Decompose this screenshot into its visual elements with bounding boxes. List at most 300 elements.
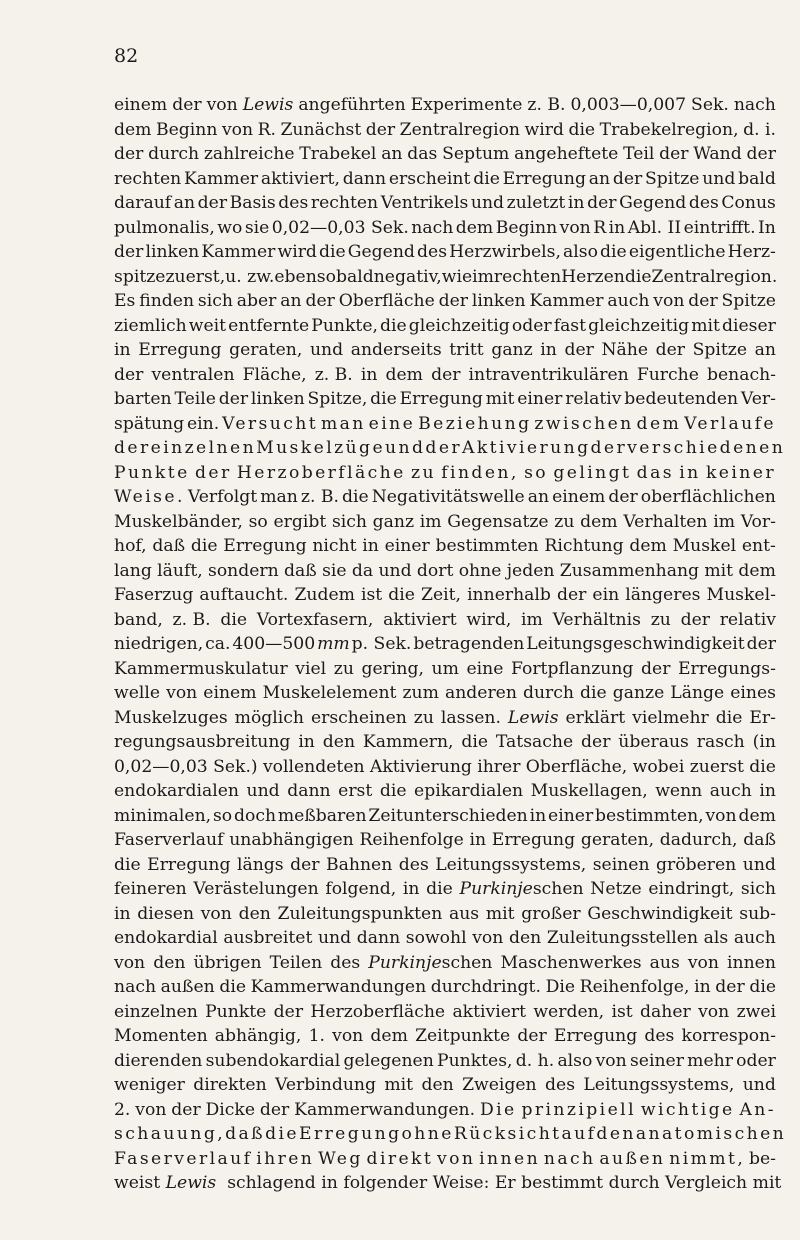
word: den [421, 1075, 454, 1095]
word: einer [384, 536, 430, 556]
word: Oberfläche [338, 291, 435, 311]
word: nach [733, 95, 776, 115]
word: angeführten [298, 95, 406, 115]
word: Weise: [432, 1173, 490, 1193]
word: relativ [719, 609, 776, 630]
word: finden, [441, 462, 519, 483]
word: werden, [533, 1001, 605, 1022]
word: intraventrikulären [468, 364, 629, 385]
word: Muskellagen, [530, 781, 648, 801]
word: Faserverlauf [114, 1148, 253, 1169]
word: der [197, 193, 228, 213]
word: an [754, 340, 776, 360]
word: Beginn [495, 217, 558, 238]
word: Weise. [114, 487, 185, 507]
word: die [220, 609, 248, 630]
word: die [749, 977, 776, 997]
word: an [588, 168, 611, 189]
word: gelegenen [343, 1050, 434, 1071]
word: Er- [749, 707, 776, 728]
word: Verhältnis [552, 609, 641, 630]
word: die [114, 854, 141, 875]
word: Gegend [347, 242, 415, 262]
text-line [114, 706, 776, 731]
word: mm [317, 634, 350, 654]
word: Spitze, [307, 389, 368, 409]
word: von [114, 952, 146, 973]
word: ganze [612, 683, 665, 703]
text-line [114, 1147, 776, 1172]
word: schauung, [114, 1124, 226, 1144]
word: oder [511, 315, 552, 336]
word: also [563, 242, 598, 262]
word: wobei [632, 756, 685, 777]
word: die [749, 756, 776, 777]
word: geraten, [229, 340, 303, 360]
word: im [472, 266, 494, 287]
word: An- [739, 1099, 776, 1120]
word: doch [233, 805, 277, 826]
word: ist [611, 1001, 633, 1022]
word: in [114, 340, 131, 360]
word: mit [384, 1075, 414, 1095]
word: der [564, 340, 594, 360]
text-line [114, 755, 776, 780]
word: betragenden [413, 634, 525, 654]
word: der [194, 462, 232, 483]
word: linken [250, 389, 305, 409]
word: welle [114, 683, 161, 703]
text-line [114, 485, 776, 510]
word: einer [517, 389, 563, 409]
word: des [644, 1026, 675, 1046]
word: Erregung [298, 1124, 402, 1144]
word: Muskelelement [262, 683, 397, 703]
word: endokardial [114, 928, 218, 948]
word: dort [416, 560, 454, 581]
word: ein. [187, 413, 220, 434]
word: außen [599, 1148, 666, 1169]
word: und [378, 560, 412, 581]
word: von [206, 95, 238, 115]
word: ohne [458, 560, 502, 581]
word: subendokardial [205, 1050, 341, 1071]
word: möglich [234, 707, 304, 728]
word: gelingt [553, 462, 632, 483]
word: Vortexfasern, [256, 609, 374, 630]
word: der [259, 1099, 290, 1120]
word: keiner [705, 462, 776, 483]
word: regungsausbreitung [114, 732, 291, 752]
word: wird, [466, 609, 512, 630]
text-line [114, 657, 776, 682]
word: z. B. [527, 95, 566, 115]
word: Erregungs- [678, 658, 776, 679]
word: die [370, 389, 397, 409]
word: Beginn [155, 119, 218, 140]
word: von [200, 903, 232, 924]
word: und [702, 168, 736, 189]
word: so [212, 805, 233, 826]
word: Trabekelregion, [599, 119, 739, 140]
word: z. B. [300, 487, 339, 507]
word: Teile [174, 389, 216, 409]
word: übrigen [193, 952, 262, 973]
word: rasch [696, 732, 745, 752]
word: Furche [636, 364, 699, 385]
word: einem [203, 683, 257, 703]
word: von [653, 291, 685, 311]
word: ca. [205, 634, 231, 654]
word: entfernte [228, 315, 310, 336]
word: sich [197, 291, 233, 311]
text-line [114, 412, 776, 437]
word: von [135, 1099, 167, 1120]
word: meßbaren [277, 805, 367, 826]
word: die [715, 707, 743, 728]
word: Conus [721, 193, 776, 213]
text-line [114, 363, 776, 388]
word: wichtige [640, 1099, 735, 1120]
word: Abl. II [627, 217, 682, 238]
word: Spitze [721, 291, 776, 311]
word: zahlreiche [203, 144, 295, 164]
word: von [332, 1026, 364, 1046]
word: Kammer [184, 168, 259, 189]
word: des [398, 854, 429, 875]
word: Erregung [399, 389, 483, 409]
word: längs [236, 854, 284, 875]
word: Basis [229, 193, 276, 213]
word: Purkinjeschen [459, 879, 584, 899]
word: Zentralregion [399, 119, 520, 140]
word: innerhalb [467, 585, 551, 605]
word: Zusammenhang [559, 560, 700, 581]
word: Geschwindigkeit [587, 903, 733, 924]
word: oberflächlichen [640, 487, 776, 507]
word: pulmonalis, [114, 217, 215, 238]
word: die [379, 781, 407, 801]
word: be- [749, 1148, 776, 1169]
word: Muskel- [706, 585, 776, 605]
word: die [380, 315, 407, 336]
word: 0,02—0,03 [114, 756, 208, 777]
word: Tatsache [495, 732, 574, 752]
word: oder [736, 1050, 776, 1071]
word: der [581, 732, 611, 752]
word: in [360, 364, 378, 385]
word: durch [148, 144, 200, 164]
word: ganz [491, 340, 533, 360]
word: im [521, 609, 543, 630]
word: Reihenfolge, [579, 977, 690, 997]
word: der [746, 144, 776, 164]
text-line [114, 387, 776, 412]
word: Die [479, 1099, 517, 1120]
word: Spitze [692, 340, 748, 360]
word: dem [580, 511, 618, 532]
word: Momenten [114, 1026, 208, 1046]
word: und [317, 928, 352, 948]
word: von [595, 1050, 627, 1071]
word: verschiedenen [627, 438, 786, 458]
word: finden [139, 291, 195, 311]
word: Herzoberfläche [310, 1001, 446, 1022]
word: d. h. [515, 1050, 555, 1071]
word: einem [552, 487, 606, 507]
word: Herzen [561, 266, 625, 287]
word: Aktivierung [369, 756, 472, 777]
word: der [688, 291, 718, 311]
text-line [114, 853, 776, 878]
word: innen [727, 952, 776, 973]
word: zu [413, 707, 434, 728]
word: bestimmten, [595, 805, 704, 826]
word: epikardialen [414, 781, 524, 801]
word: großer [521, 903, 581, 924]
word: aus [448, 903, 480, 924]
word: im [713, 511, 735, 532]
word: der [365, 119, 396, 140]
word: die [265, 1124, 299, 1144]
word: des [545, 1075, 576, 1095]
word: dierenden [114, 1050, 203, 1071]
text-line [114, 632, 776, 657]
text-line [114, 265, 776, 290]
word: wird [524, 119, 564, 140]
word: in [114, 903, 131, 924]
word: u. zw. [225, 266, 275, 287]
word: eine [466, 658, 504, 679]
word: ventralen [151, 364, 235, 385]
word: der [659, 144, 689, 164]
word: auch [607, 291, 650, 311]
word: negativ, [373, 266, 442, 287]
word: Teilen [269, 952, 323, 973]
word: spätung [114, 413, 185, 434]
word: Verhalten [623, 511, 708, 532]
word: jeden [506, 560, 555, 581]
word: Zentralregion. [651, 266, 778, 287]
word: längeres [625, 585, 701, 605]
word: Fläche, [242, 364, 307, 385]
word: aber [236, 291, 277, 311]
word: in [567, 193, 585, 213]
word: die [342, 487, 369, 507]
word: von [559, 217, 591, 238]
word: der [273, 1001, 304, 1022]
word: der [218, 389, 249, 409]
word: Lewis [507, 707, 559, 728]
word: so [524, 462, 549, 483]
word: Vergleich [665, 1173, 748, 1193]
word: und [470, 193, 505, 213]
word: der [114, 364, 144, 385]
word: vollendeten [262, 756, 365, 777]
word: ziemlich [114, 315, 187, 336]
word: dem [629, 536, 667, 556]
word: und [742, 854, 776, 875]
text-line [114, 167, 776, 192]
word: ganz [372, 511, 415, 532]
word: Erregung [147, 854, 231, 875]
word: ebensobald [274, 266, 374, 287]
word: seinen [592, 854, 650, 875]
word: der [431, 364, 461, 385]
word: den [596, 1124, 636, 1144]
word: innen [479, 1148, 541, 1169]
word: von [698, 1001, 730, 1022]
word: einzelnen [114, 1001, 198, 1022]
word: der [114, 144, 144, 164]
word: Kammerwandungen [250, 977, 427, 997]
word: Zudem [294, 585, 355, 605]
word: mit [752, 1173, 782, 1193]
word: abhängig, [214, 1026, 302, 1046]
word: und [742, 1075, 776, 1095]
word: ohne [401, 1124, 454, 1144]
word: die [568, 119, 596, 140]
word: erklärt [565, 707, 626, 728]
word: Gegensatze [447, 511, 549, 532]
word: der [556, 585, 587, 605]
word: nicht [312, 536, 357, 556]
word: zu [333, 658, 354, 679]
word: sondern [208, 560, 279, 581]
word: gering, [361, 658, 424, 679]
word: der [172, 95, 202, 115]
word: fast [553, 315, 587, 336]
word: da [351, 560, 374, 581]
word: bald [738, 168, 776, 189]
word: die [579, 683, 607, 703]
word: läuft, [157, 560, 203, 581]
word: unabhängigen [229, 830, 354, 850]
text-line [114, 142, 776, 167]
word: sie [322, 560, 347, 581]
word: z. B. [172, 609, 211, 630]
word: Reihenfolge [359, 830, 464, 850]
word: Bahnen [326, 854, 393, 875]
word: also [557, 1050, 593, 1071]
word: dann [287, 781, 331, 801]
word: einem [114, 95, 168, 115]
word: eindringt, [648, 879, 735, 899]
word: relativ [565, 389, 622, 409]
word: Herz- [727, 242, 776, 262]
word: das [407, 144, 438, 164]
word: Faserverlauf [114, 830, 224, 850]
word: bedeutenden [624, 389, 739, 409]
word: den [153, 952, 186, 973]
word: Erregung [502, 168, 586, 189]
word: und [385, 438, 426, 458]
word: Teil [623, 144, 655, 164]
word: Länge [670, 683, 725, 703]
word: sie [244, 217, 270, 238]
word: ein [592, 585, 620, 605]
word: durch [522, 683, 574, 703]
word: z. B. [314, 364, 353, 385]
word: des [278, 193, 309, 213]
word: der [114, 242, 144, 262]
word: die [473, 168, 500, 189]
word: in [694, 977, 711, 997]
word: Kammerwandungen. [294, 1099, 476, 1120]
word: Punkte [205, 1001, 267, 1022]
word: Herzoberfläche [236, 462, 406, 483]
word: Versucht [222, 413, 319, 434]
word: Verfolgt [187, 487, 258, 507]
word: die [319, 242, 346, 262]
word: tritt [449, 340, 484, 360]
word: mit [704, 560, 734, 581]
word: von [437, 1148, 476, 1169]
word: das [636, 462, 674, 483]
word: ausbreitet [223, 928, 313, 948]
text-line [114, 118, 776, 143]
word: Punkte, [311, 315, 378, 336]
word: eigentliche [628, 242, 726, 262]
word: in [759, 781, 776, 801]
word: seiner [629, 1050, 684, 1071]
text-line [114, 338, 776, 363]
word: in [469, 830, 487, 850]
word: In [758, 217, 776, 238]
page-number: 82 [114, 45, 139, 67]
word: mit [691, 315, 720, 336]
word: aktiviert [383, 609, 457, 630]
word: Negativitätswelle [371, 487, 525, 507]
text-line [114, 240, 776, 265]
word: Zuleitungsstellen [546, 928, 699, 948]
word: sub- [739, 903, 776, 924]
text-line [114, 608, 776, 633]
word: anderseits [350, 340, 442, 360]
word: 0,003—0,007 [570, 95, 687, 115]
word: 2. [114, 1099, 131, 1120]
word: anderen [444, 683, 517, 703]
word: dem [636, 413, 682, 434]
word: der [590, 438, 628, 458]
word: zuerst [689, 756, 744, 777]
text-line [114, 93, 776, 118]
word: daher [640, 1001, 691, 1022]
text-line [114, 1049, 776, 1074]
word: Spitze [645, 168, 700, 189]
word: Nähe [601, 340, 649, 360]
word: Punktes, [437, 1050, 513, 1071]
word: an [280, 291, 302, 311]
word: auch [733, 928, 776, 948]
word: viel [295, 658, 327, 679]
word: die [600, 242, 627, 262]
word: Fortpflanzung [511, 658, 634, 679]
word: niedrigen, [114, 634, 204, 654]
text-line [114, 902, 776, 927]
word: R. [257, 119, 276, 140]
word: Sek.) [213, 756, 258, 777]
word: weniger [114, 1075, 185, 1095]
word: Erregung [138, 340, 222, 360]
word: aus [649, 952, 680, 973]
text-line [114, 1122, 787, 1147]
word: und [309, 340, 344, 360]
text-line [114, 779, 776, 804]
word: erscheinen [310, 707, 407, 728]
word: man [260, 487, 298, 507]
word: wenn [655, 781, 703, 801]
